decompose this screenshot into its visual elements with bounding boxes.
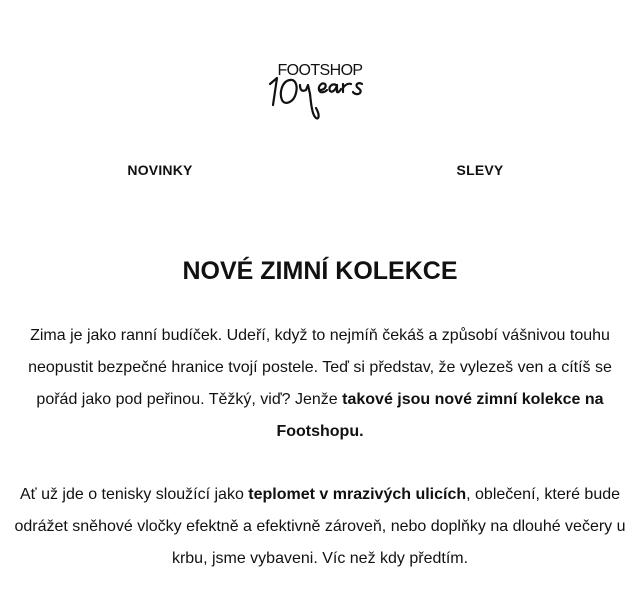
collection-paragraph — [14, 479, 626, 575]
footshop-logo-graphic — [264, 60, 376, 122]
main-navigation — [0, 160, 640, 180]
nav-link-novinky[interactable]: NOVINKY — [127, 162, 193, 178]
collection-highlight: teplomet v mrazivých ulicích — [248, 486, 467, 503]
intro-highlight: takové jsou nové zimní kolekce na Footshopu. — [276, 391, 604, 440]
collection-text-end: , oblečení, které bude odrážet sněhové vločky efektně a efektivně zároveň, nebo doplňky na dlouhé večery u krbu, jsme vybaveni. Víc než kdy předtím. — [14, 486, 626, 567]
collection-text-start: Ať už jde o tenisky sloužící jako — [19, 486, 249, 503]
intro-text: Zima je jako ranní budíček. Udeří, když to nejmíň čekáš a způsobí vášnivou touhu neopustit bezpečné hranice tvojí postele. Teď si představ, že vylezeš ven a cítíš se pořád jako pod peřinou. Těžký, viď? Jenže — [28, 327, 612, 408]
logo-10-years-script — [270, 78, 362, 118]
page-headline: NOVÉ ZIMNÍ KOLEKCE — [182, 257, 458, 285]
nav-link-slevy[interactable]: SLEVY — [456, 162, 504, 178]
footshop-10-years-logo[interactable] — [264, 60, 376, 122]
logo-wordmark: FOOTSHOP — [277, 62, 363, 79]
intro-paragraph — [14, 320, 626, 448]
